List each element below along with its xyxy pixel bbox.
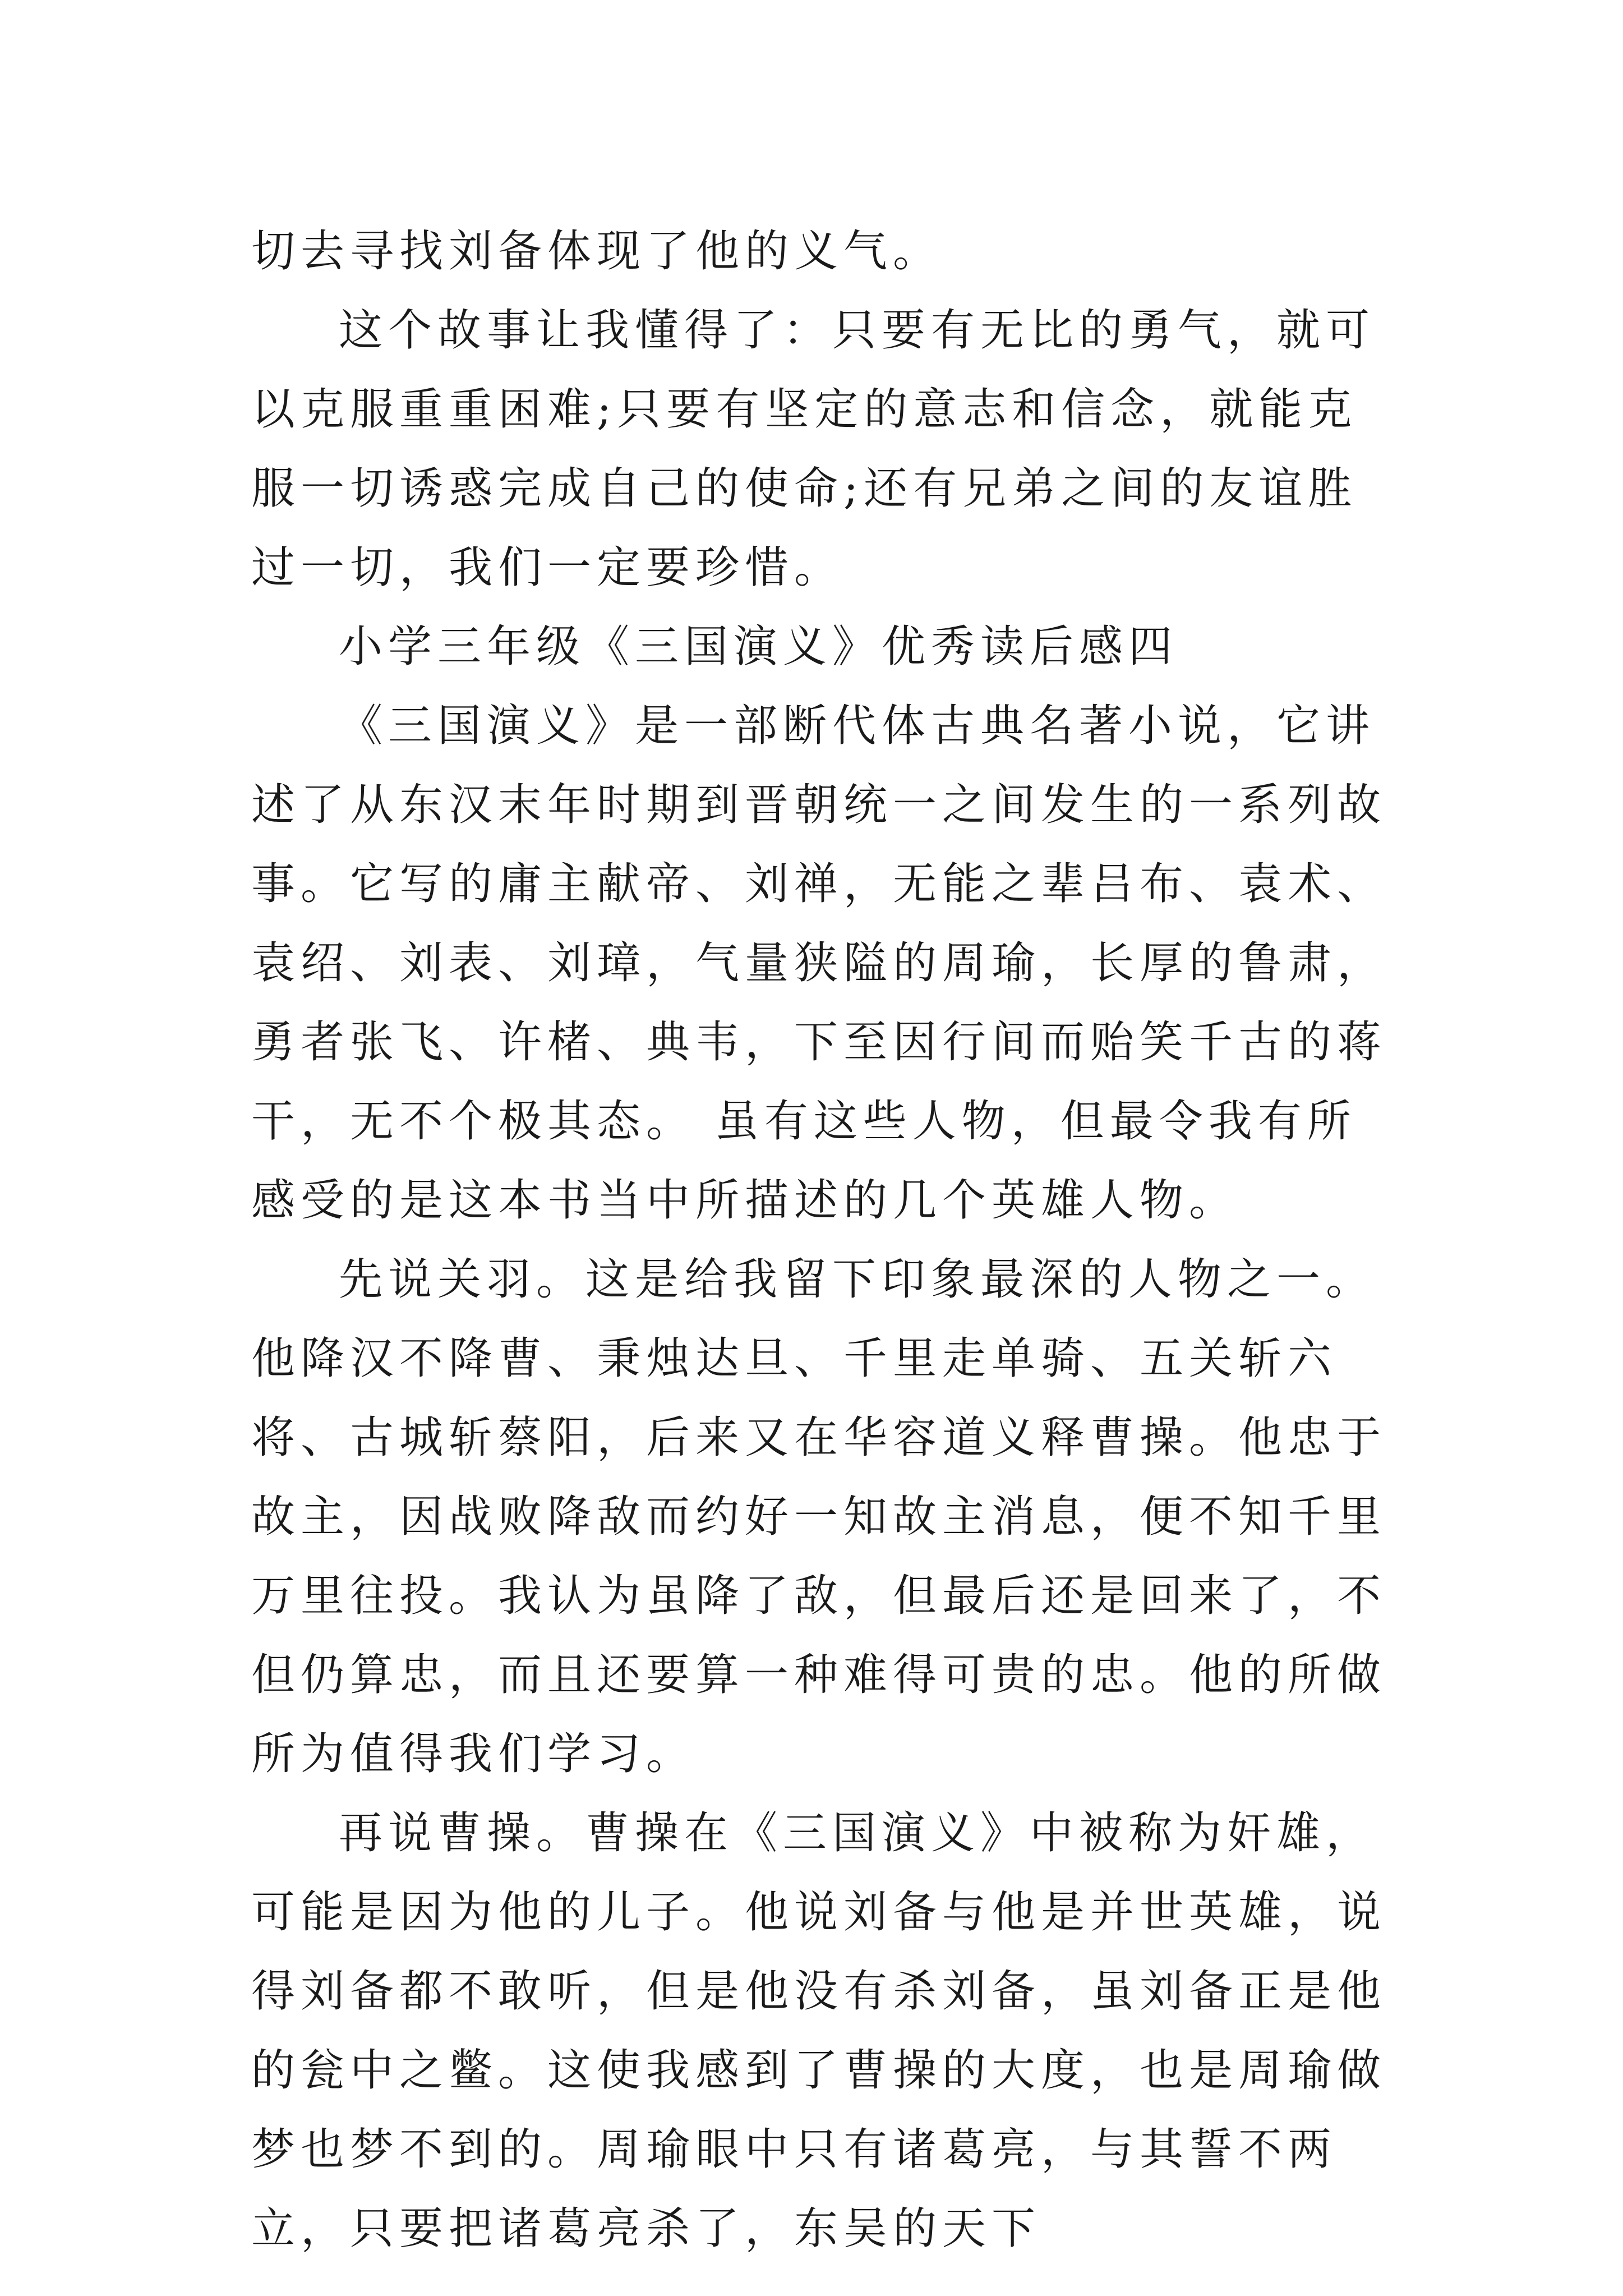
section-title: 小学三年级《三国演义》优秀读后感四 (339, 622, 1178, 672)
document-body (251, 212, 1391, 2269)
paragraph-intro: 《三国演义》是一部断代体古典名著小说，它讲述了从东汉末年时期到晋朝统一之间发生的一系列故事。它写的庸主献帝、刘禅，无能之辈吕布、袁术、袁绍、刘表、刘璋，气量狭隘的周瑜，长厚的鲁肃，勇者张飞、许楮、典韦，下至因行间而贻笑千古的蒋干，无不个极其态。 虽有这些人物，但最令我有所感受的是这本书当中所描述的几个英雄人物。 (251, 701, 1387, 1226)
paragraph-cao-cao: 再说曹操。曹操在《三国演义》中被称为奸雄，可能是因为他的儿子。他说刘备与他是并世英雄，说得刘备都不敢听，但是他没有杀刘备，虽刘备正是他的瓮中之鳖。这使我感到了曹操的大度，也是周瑜做梦也梦不到的。周瑜眼中只有诸葛亮，与其誓不两立，只要把诸葛亮杀了，东吴的天下 (251, 1808, 1387, 2254)
paragraph-lesson: 这个故事让我懂得了：只要有无比的勇气，就可以克服重重困难;只要有坚定的意志和信念，就能克服一切诱惑完成自己的使命;还有兄弟之间的友谊胜过一切，我们一定要珍惜。 (251, 305, 1376, 593)
paragraph-continuation: 切去寻找刘备体现了他的义气。 (251, 226, 943, 277)
paragraph-guan-yu: 先说关羽。这是给我留下印象最深的人物之一。他降汉不降曹、秉烛达旦、千里走单骑、五关斩六将、古城斩蔡阳，后来又在华容道义释曹操。他忠于故主，因战败降敌而约好一知故主消息，便不知千里万里往投。我认为虽降了敌，但最后还是回来了，不但仍算忠，而且还要算一种难得可贵的忠。他的所做所为值得我们学习。 (251, 1254, 1387, 1779)
